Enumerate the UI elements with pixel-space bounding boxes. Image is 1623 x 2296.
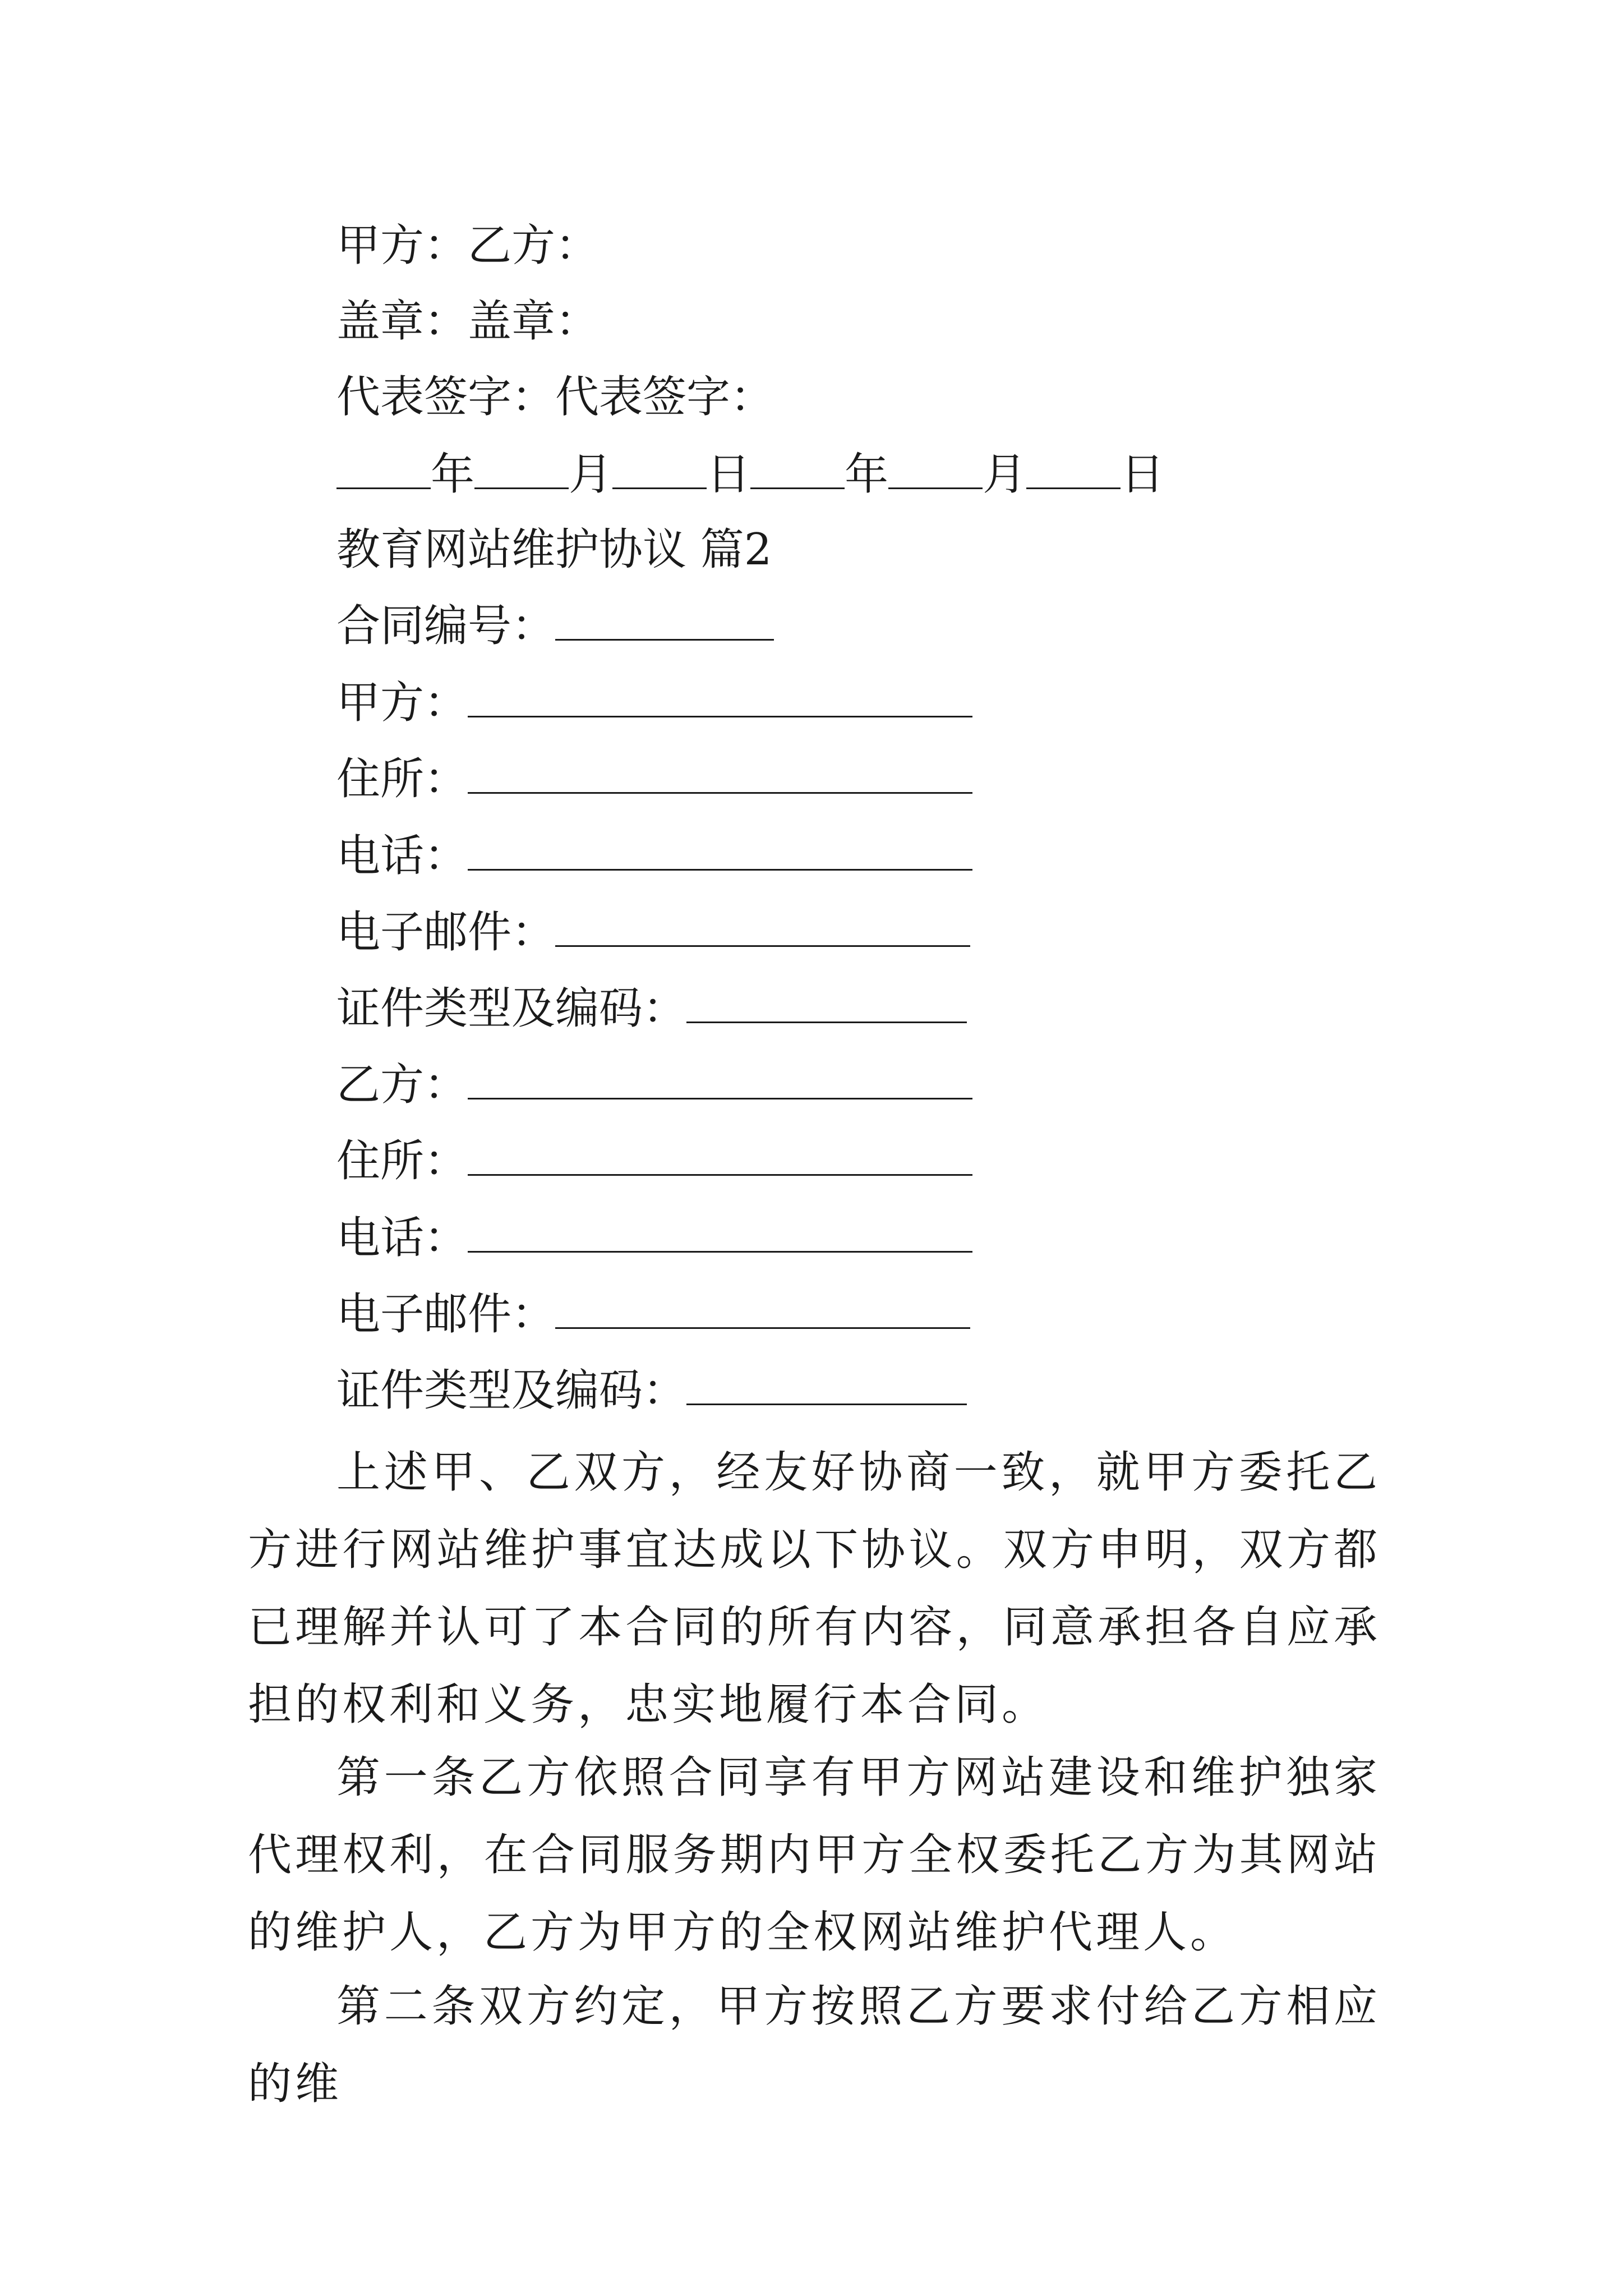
representative-signature-text: 代表签字：代表签字： — [336, 372, 774, 422]
party-b-phone-line — [336, 1209, 972, 1266]
month-blank-b[interactable] — [888, 446, 983, 489]
party-b-email-line — [336, 1286, 970, 1342]
party-b-email-blank[interactable] — [555, 1286, 970, 1329]
year-blank-b[interactable] — [750, 446, 845, 489]
year-label-b: 年 — [845, 449, 889, 500]
party-a-email-label: 电子邮件： — [336, 907, 556, 958]
party-b-email-label: 电子邮件： — [336, 1289, 556, 1340]
day-label-b: 日 — [1121, 449, 1165, 500]
party-a-name-label: 甲方： — [336, 678, 468, 728]
section-title-text: 教育网站维护协议 篇2 — [336, 524, 772, 575]
party-b-address-blank[interactable] — [468, 1133, 972, 1176]
year-label-a: 年 — [431, 449, 475, 500]
party-a-phone-label: 电话： — [336, 831, 468, 881]
party-b-address-line — [336, 1133, 972, 1189]
party-b-address-label: 住所： — [336, 1136, 468, 1186]
representative-signature-line — [336, 369, 774, 425]
month-blank-a[interactable] — [474, 446, 569, 489]
article-2-paragraph: 第二条双方约定，甲方按照乙方要求付给乙方相应的维 — [248, 1981, 1381, 2109]
party-b-id-label: 证件类型及编码： — [336, 1365, 687, 1416]
party-a-name-line — [336, 674, 972, 730]
seal-text: 盖章：盖章： — [336, 296, 600, 347]
intro-paragraph: 上述甲、乙双方，经友好协商一致，就甲方委托乙方进行网站维护事宜达成以下协议。双方申明，双方都已理解并认可了本合同的所有内容，同意承担各自应承担的权利和义务，忠实地履行本合同。 — [248, 1447, 1381, 1730]
section-title — [336, 522, 772, 578]
contract-number-label: 合同编号： — [336, 601, 556, 651]
party-b-phone-blank[interactable] — [468, 1209, 972, 1253]
party-a-phone-line — [336, 827, 972, 884]
party-b-name-label: 乙方： — [336, 1060, 468, 1110]
party-a-id-line — [336, 980, 967, 1036]
seal-line — [336, 293, 599, 349]
day-blank-a[interactable] — [612, 446, 707, 489]
party-b-name-blank[interactable] — [468, 1056, 972, 1099]
day-blank-b[interactable] — [1026, 446, 1121, 489]
party-b-id-blank[interactable] — [686, 1362, 967, 1405]
party-a-address-line — [336, 751, 972, 807]
date-line — [336, 446, 1164, 502]
article-1-paragraph: 第一条乙方依照合同享有甲方网站建设和维护独家代理权利，在合同服务期内甲方全权委托乙方为其网站的维护人，乙方为甲方的全权网站维护代理人。 — [248, 1752, 1381, 1958]
signature-parties-text: 甲方：乙方： — [336, 220, 600, 271]
contract-number-line — [336, 597, 774, 654]
party-b-name-line — [336, 1056, 972, 1112]
party-a-address-blank[interactable] — [468, 751, 972, 794]
day-label-a: 日 — [707, 449, 751, 500]
month-label-a: 月 — [569, 449, 613, 500]
signature-parties-line — [336, 218, 599, 274]
party-b-id-line — [336, 1362, 967, 1418]
party-a-address-label: 住所： — [336, 754, 468, 804]
party-a-email-blank[interactable] — [555, 904, 970, 947]
party-a-id-label: 证件类型及编码： — [336, 983, 687, 1034]
party-a-name-blank[interactable] — [468, 674, 972, 717]
party-a-phone-blank[interactable] — [468, 827, 972, 871]
month-label-b: 月 — [983, 449, 1027, 500]
party-a-email-line — [336, 904, 970, 960]
party-b-phone-label: 电话： — [336, 1213, 468, 1263]
party-a-id-blank[interactable] — [686, 980, 967, 1023]
contract-number-blank[interactable] — [555, 597, 774, 641]
year-blank-a[interactable] — [336, 446, 431, 489]
